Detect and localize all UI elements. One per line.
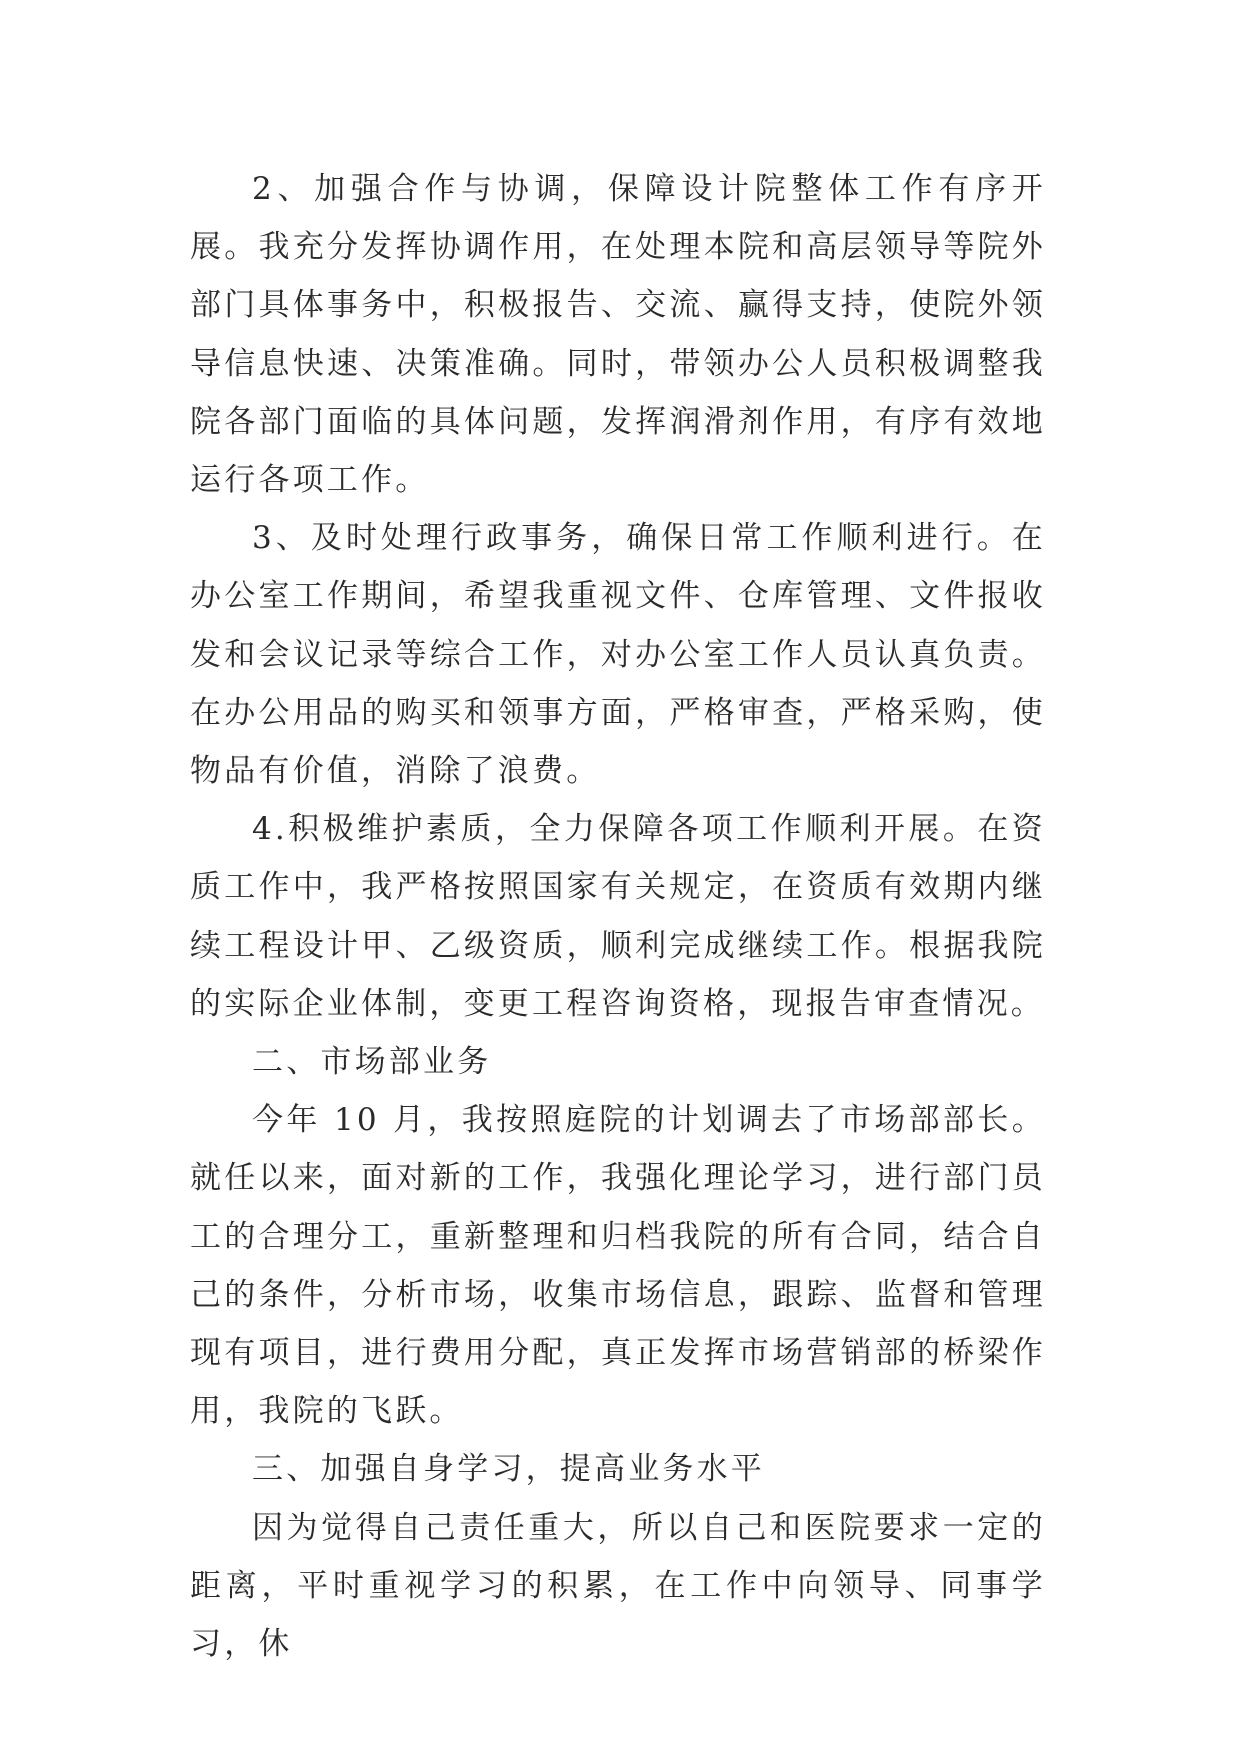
section-heading-learning: 三、加强自身学习，提高业务水平 bbox=[252, 1451, 765, 1488]
paragraph-learning: 因为觉得自己责任重大，所以自己和医院要求一定的距离，平时重视学习的积累，在工作中向领导、同事学习，休 bbox=[190, 1509, 1046, 1663]
paragraph-coordination: 2、加强合作与协调，保障设计院整体工作有序开展。我充分发挥协调作用，在处理本院和高层领导等院外部门具体事务中，积极报告、交流、赢得支持，使院外领导信息快速、决策准确。同时，带领办公人员积极调整我院各部门面临的具体问题，发挥润滑剂作用，有序有效地运行各项工作。 bbox=[190, 171, 1046, 499]
section-heading-market: 二、市场部业务 bbox=[252, 1044, 492, 1081]
paragraph-qualification: 4.积极维护素质，全力保障各项工作顺利开展。在资质工作中，我严格按照国家有关规定，在资质有效期内继续工程设计甲、乙级资质，顺利完成继续工作。根据我院的实际企业体制，变更工程咨询资格，现报告审查情况。 bbox=[190, 811, 1046, 1022]
paragraph-market: 今年 10 月，我按照庭院的计划调去了市场部部长。就任以来，面对新的工作，我强化理论学习，进行部门员工的合理分工，重新整理和归档我院的所有合同，结合自己的条件，分析市场，收集市场信息，跟踪、监督和管理现有项目，进行费用分配，真正发挥市场营销部的桥梁作用，我院的飞跃。 bbox=[190, 1102, 1046, 1430]
document-body bbox=[190, 160, 1046, 1673]
paragraph-administration: 3、及时处理行政事务，确保日常工作顺利进行。在办公室工作期间，希望我重视文件、仓库管理、文件报收发和会议记录等综合工作，对办公室工作人员认真负责。在办公用品的购买和领事方面，严格审查，严格采购，使物品有价值，消除了浪费。 bbox=[190, 520, 1046, 790]
